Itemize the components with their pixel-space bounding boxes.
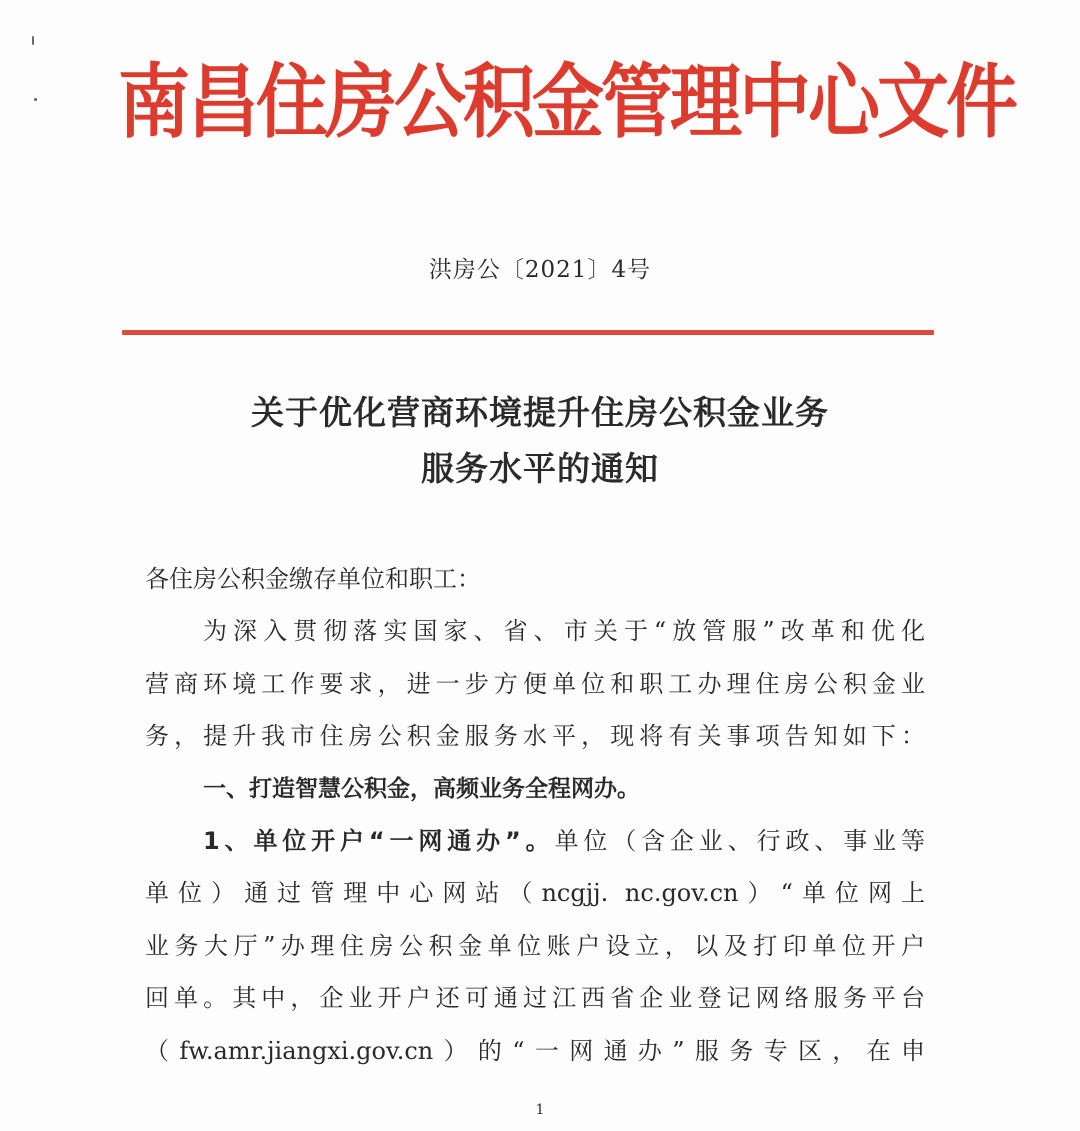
document-masthead: 南昌住房公积金管理中心文件: [118, 53, 1016, 150]
notice-body: [145, 553, 925, 1077]
body-line: 务，提升我市住房公积金服务水平，现将有关事项告知如下：: [145, 722, 925, 751]
item-heading: 1、单位开户“一网通办”。: [203, 826, 555, 855]
item-first-line: [145, 815, 925, 867]
body-line: 为深入贯彻落实国家、省、市关于“放管服”改革和优化: [203, 617, 925, 646]
document-number: 洪房公〔2021〕4号: [428, 257, 652, 283]
salutation: 各住房公积金缴存单位和职工：: [145, 565, 481, 593]
body-line: 营商环境工作要求，进一步方便单位和职工办理住房公积金业: [145, 669, 925, 698]
item-text: 单位（含企业、行政、事业等: [554, 826, 926, 855]
notice-title-line: 服务水平的通知: [421, 449, 659, 488]
scan-speck: [32, 36, 34, 45]
notice-title-line: 关于优化营商环境提升住房公积金业务: [251, 393, 829, 432]
section-heading: 一、打造智慧公积金，高频业务全程网办。: [203, 775, 640, 802]
notice-title: [0, 385, 1080, 497]
body-line: 回单。其中，企业开户还可通过江西省企业登记网络服务平台: [145, 984, 925, 1013]
body-line: （fw.amr.jiangxi.gov.cn）的“一网通办”服务专区，在申: [145, 1036, 925, 1065]
body-line: 业务大厅”办理住房公积金单位账户设立，以及打印单位开户: [145, 931, 925, 960]
page-number: 1: [535, 1102, 545, 1118]
body-line: 单位）通过管理中心网站（ncgjj. nc.gov.cn）“单位网上: [145, 879, 925, 908]
scan-speck: [34, 98, 37, 101]
red-divider-rule: [122, 330, 934, 335]
